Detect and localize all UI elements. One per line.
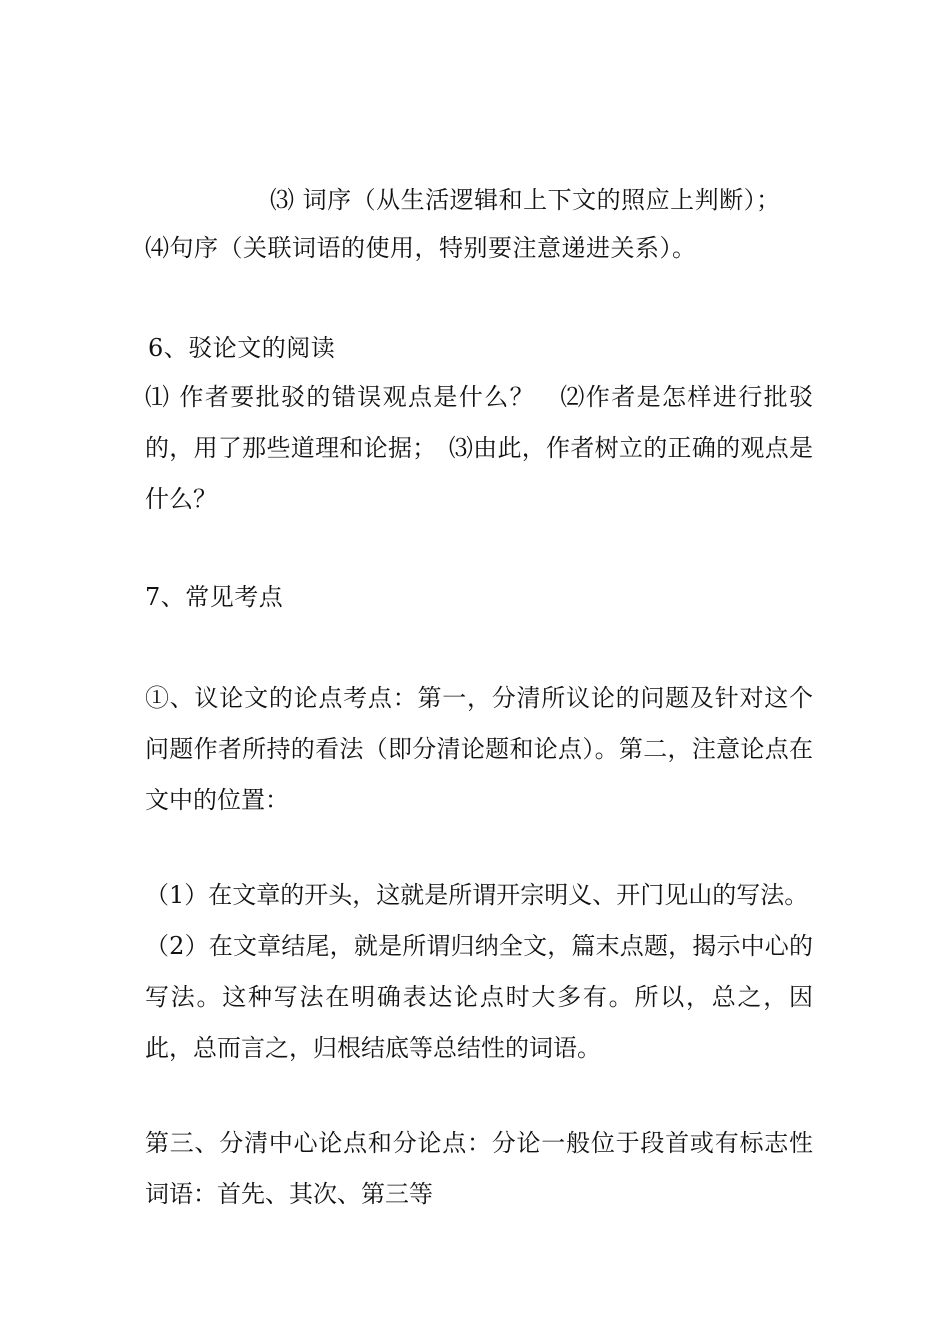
position-opening-paragraph: （1）在文章的开头，这就是所谓开宗明义、开门见山的写法。 bbox=[145, 881, 809, 909]
position-ending-paragraph: （2）在文章结尾，就是所谓归纳全文，篇末点题，揭示中心的写法。这种写法在明确表达论点时大多有。所以，总之，因此，总而言之，归根结底等总结性的词语。 bbox=[145, 932, 813, 1062]
section-7-heading: 7、常见考点 bbox=[145, 583, 284, 611]
item-word-order: ⑶ 词序（从生活逻辑和上下文的照应上判断）； bbox=[270, 186, 781, 214]
item-sentence-order: ⑷句序（关联词语的使用，特别要注意递进关系）。 bbox=[145, 234, 697, 262]
argument-point-paragraph: ①、议论文的论点考点：第一，分清所议论的问题及针对这个问题作者所持的看法（即分清论题和论点）。第二，注意论点在文中的位置： bbox=[145, 684, 813, 814]
section-6-body: ⑴ 作者要批驳的错误观点是什么？ ⑵作者是怎样进行批驳的，用了那些道理和论据； ⑶由此，作者树立的正确的观点是什么？ bbox=[145, 383, 813, 513]
sub-argument-paragraph: 第三、分清中心论点和分论点：分论一般位于段首或有标志性词语：首先、其次、第三等 bbox=[145, 1129, 813, 1208]
section-6-heading: 6、驳论文的阅读 bbox=[148, 334, 336, 362]
